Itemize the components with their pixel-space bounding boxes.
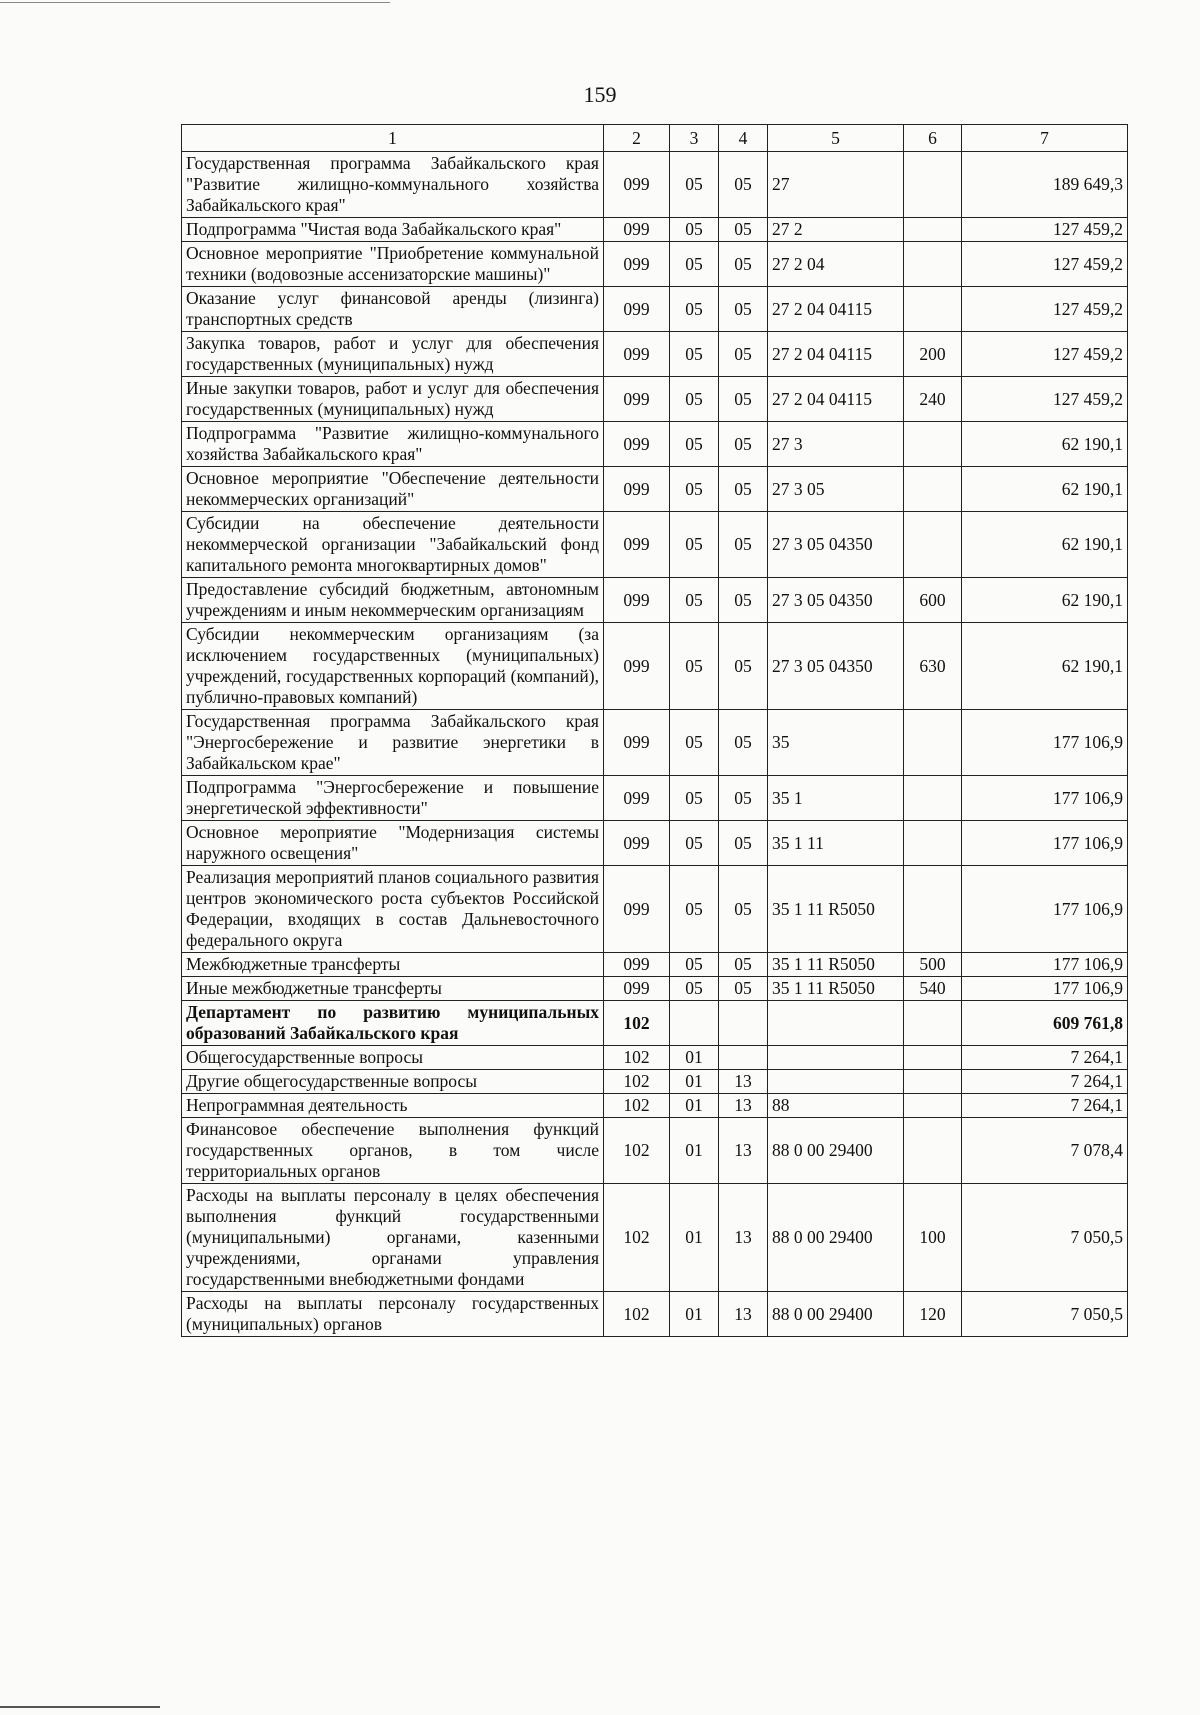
table-row — [182, 377, 1128, 422]
table-row — [182, 953, 1128, 977]
scan-edge-line-top — [0, 2, 390, 3]
row-subsection-cell: 05 — [719, 512, 768, 578]
row-amount-cell: 127 459,2 — [962, 377, 1128, 422]
table-row — [182, 866, 1128, 953]
row-subsection-cell: 05 — [719, 467, 768, 512]
row-ministry-code-cell: 099 — [604, 467, 670, 512]
budget-table — [181, 124, 1128, 1337]
row-target-item-cell: 88 0 00 29400 — [768, 1292, 904, 1337]
row-target-item-cell: 35 1 — [768, 776, 904, 821]
row-amount-cell: 177 106,9 — [962, 710, 1128, 776]
row-ministry-code-cell: 099 — [604, 218, 670, 242]
row-target-item-cell: 88 0 00 29400 — [768, 1184, 904, 1292]
row-subsection-cell: 05 — [719, 287, 768, 332]
row-target-item-cell: 27 2 04 04115 — [768, 287, 904, 332]
row-subsection-cell: 05 — [719, 953, 768, 977]
row-target-item-cell: 27 3 05 — [768, 467, 904, 512]
row-amount-cell: 7 264,1 — [962, 1046, 1128, 1070]
row-expense-type-cell — [904, 776, 962, 821]
row-subsection-cell: 05 — [719, 578, 768, 623]
row-amount-cell: 62 190,1 — [962, 623, 1128, 710]
table-row — [182, 1094, 1128, 1118]
row-name-cell: Реализация мероприятий планов социального развития центров экономического роста субъектов Российской Федерации, входящих в состав Дальневосточного федерального округа — [182, 866, 604, 953]
table-row — [182, 1046, 1128, 1070]
row-section-cell: 05 — [670, 866, 719, 953]
row-section-cell: 01 — [670, 1118, 719, 1184]
row-name-cell: Департамент по развитию муниципальных образований Забайкальского края — [182, 1001, 604, 1046]
row-expense-type-cell — [904, 1001, 962, 1046]
row-name-cell: Непрограммная деятельность — [182, 1094, 604, 1118]
row-amount-cell: 7 050,5 — [962, 1184, 1128, 1292]
table-row — [182, 467, 1128, 512]
row-section-cell: 05 — [670, 512, 719, 578]
row-amount-cell: 177 106,9 — [962, 776, 1128, 821]
row-expense-type-cell: 540 — [904, 977, 962, 1001]
row-ministry-code-cell: 099 — [604, 578, 670, 623]
row-section-cell: 01 — [670, 1046, 719, 1070]
row-subsection-cell: 05 — [719, 710, 768, 776]
row-name-cell: Предоставление субсидий бюджетным, автономным учреждениям и иным некоммерческим организациям — [182, 578, 604, 623]
row-target-item-cell: 35 1 11 R5050 — [768, 866, 904, 953]
table-row — [182, 1070, 1128, 1094]
row-target-item-cell: 35 — [768, 710, 904, 776]
row-section-cell: 05 — [670, 377, 719, 422]
row-subsection-cell: 05 — [719, 422, 768, 467]
row-target-item-cell: 35 1 11 R5050 — [768, 977, 904, 1001]
row-ministry-code-cell: 102 — [604, 1070, 670, 1094]
row-expense-type-cell — [904, 1046, 962, 1070]
row-section-cell: 05 — [670, 977, 719, 1001]
row-amount-cell: 62 190,1 — [962, 467, 1128, 512]
row-subsection-cell: 05 — [719, 242, 768, 287]
row-ministry-code-cell: 099 — [604, 710, 670, 776]
row-subsection-cell: 05 — [719, 977, 768, 1001]
row-expense-type-cell — [904, 710, 962, 776]
row-amount-cell: 62 190,1 — [962, 422, 1128, 467]
table-row — [182, 977, 1128, 1001]
row-amount-cell: 7 264,1 — [962, 1094, 1128, 1118]
row-name-cell: Иные закупки товаров, работ и услуг для обеспечения государственных (муниципальных) нужд — [182, 377, 604, 422]
table-row — [182, 512, 1128, 578]
row-amount-cell: 177 106,9 — [962, 953, 1128, 977]
row-amount-cell: 7 264,1 — [962, 1070, 1128, 1094]
row-subsection-cell: 13 — [719, 1118, 768, 1184]
table-row — [182, 332, 1128, 377]
row-expense-type-cell — [904, 1118, 962, 1184]
table-row — [182, 218, 1128, 242]
row-expense-type-cell — [904, 512, 962, 578]
row-amount-cell: 609 761,8 — [962, 1001, 1128, 1046]
row-section-cell: 05 — [670, 710, 719, 776]
row-ministry-code-cell: 102 — [604, 1046, 670, 1070]
row-amount-cell: 127 459,2 — [962, 242, 1128, 287]
row-expense-type-cell: 120 — [904, 1292, 962, 1337]
row-amount-cell: 62 190,1 — [962, 578, 1128, 623]
row-target-item-cell: 35 1 11 R5050 — [768, 953, 904, 977]
row-subsection-cell: 13 — [719, 1184, 768, 1292]
row-ministry-code-cell: 099 — [604, 821, 670, 866]
row-section-cell: 05 — [670, 218, 719, 242]
row-name-cell: Закупка товаров, работ и услуг для обеспечения государственных (муниципальных) нужд — [182, 332, 604, 377]
row-target-item-cell: 27 2 04 — [768, 242, 904, 287]
row-section-cell: 05 — [670, 152, 719, 218]
row-ministry-code-cell: 102 — [604, 1001, 670, 1046]
row-subsection-cell: 05 — [719, 776, 768, 821]
row-amount-cell: 177 106,9 — [962, 977, 1128, 1001]
table-row — [182, 710, 1128, 776]
table-row — [182, 242, 1128, 287]
row-name-cell: Общегосударственные вопросы — [182, 1046, 604, 1070]
table-row — [182, 1184, 1128, 1292]
row-subsection-cell: 05 — [719, 218, 768, 242]
row-ministry-code-cell: 099 — [604, 776, 670, 821]
row-ministry-code-cell: 099 — [604, 977, 670, 1001]
row-ministry-code-cell: 102 — [604, 1184, 670, 1292]
row-subsection-cell: 05 — [719, 377, 768, 422]
row-expense-type-cell: 630 — [904, 623, 962, 710]
row-target-item-cell: 27 — [768, 152, 904, 218]
row-ministry-code-cell: 099 — [604, 152, 670, 218]
table-row — [182, 1118, 1128, 1184]
row-target-item-cell — [768, 1046, 904, 1070]
header-col-6: 6 — [904, 125, 962, 152]
row-expense-type-cell — [904, 422, 962, 467]
header-col-1: 1 — [182, 125, 604, 152]
row-target-item-cell: 88 — [768, 1094, 904, 1118]
row-section-cell: 05 — [670, 332, 719, 377]
row-name-cell: Другие общегосударственные вопросы — [182, 1070, 604, 1094]
row-expense-type-cell — [904, 1094, 962, 1118]
header-col-4: 4 — [719, 125, 768, 152]
row-amount-cell: 189 649,3 — [962, 152, 1128, 218]
row-section-cell — [670, 1001, 719, 1046]
row-name-cell: Основное мероприятие "Приобретение коммунальной техники (водовозные ассенизаторские машины)" — [182, 242, 604, 287]
row-amount-cell: 127 459,2 — [962, 218, 1128, 242]
row-target-item-cell: 27 2 04 04115 — [768, 332, 904, 377]
table-row — [182, 152, 1128, 218]
row-amount-cell: 7 078,4 — [962, 1118, 1128, 1184]
scan-edge-line-bottom — [0, 1706, 160, 1708]
row-amount-cell: 127 459,2 — [962, 332, 1128, 377]
row-target-item-cell: 27 3 05 04350 — [768, 578, 904, 623]
row-target-item-cell: 35 1 11 — [768, 821, 904, 866]
row-ministry-code-cell: 099 — [604, 332, 670, 377]
row-section-cell: 05 — [670, 578, 719, 623]
row-expense-type-cell — [904, 287, 962, 332]
row-target-item-cell: 27 2 — [768, 218, 904, 242]
row-target-item-cell — [768, 1070, 904, 1094]
row-section-cell: 01 — [670, 1292, 719, 1337]
row-subsection-cell: 13 — [719, 1070, 768, 1094]
row-name-cell: Основное мероприятие "Модернизация системы наружного освещения" — [182, 821, 604, 866]
row-expense-type-cell — [904, 218, 962, 242]
row-section-cell: 05 — [670, 953, 719, 977]
row-ministry-code-cell: 099 — [604, 422, 670, 467]
table-row — [182, 422, 1128, 467]
row-name-cell: Подпрограмма "Развитие жилищно-коммунального хозяйства Забайкальского края" — [182, 422, 604, 467]
row-target-item-cell: 27 3 05 04350 — [768, 512, 904, 578]
row-ministry-code-cell: 099 — [604, 377, 670, 422]
row-expense-type-cell: 600 — [904, 578, 962, 623]
table-header-row — [182, 125, 1128, 152]
table-row — [182, 776, 1128, 821]
row-name-cell: Оказание услуг финансовой аренды (лизинга) транспортных средств — [182, 287, 604, 332]
table-row — [182, 578, 1128, 623]
row-section-cell: 05 — [670, 467, 719, 512]
row-target-item-cell — [768, 1001, 904, 1046]
row-expense-type-cell: 240 — [904, 377, 962, 422]
row-name-cell: Финансовое обеспечение выполнения функций государственных органов, в том числе территориальных органов — [182, 1118, 604, 1184]
header-col-7: 7 — [962, 125, 1128, 152]
row-subsection-cell: 05 — [719, 152, 768, 218]
row-name-cell: Основное мероприятие "Обеспечение деятельности некоммерческих организаций" — [182, 467, 604, 512]
row-expense-type-cell — [904, 152, 962, 218]
row-subsection-cell: 13 — [719, 1292, 768, 1337]
row-section-cell: 01 — [670, 1070, 719, 1094]
row-target-item-cell: 27 3 05 04350 — [768, 623, 904, 710]
table-row — [182, 1292, 1128, 1337]
row-amount-cell: 62 190,1 — [962, 512, 1128, 578]
row-expense-type-cell — [904, 242, 962, 287]
row-amount-cell: 7 050,5 — [962, 1292, 1128, 1337]
row-section-cell: 05 — [670, 242, 719, 287]
row-amount-cell: 177 106,9 — [962, 821, 1128, 866]
row-name-cell: Государственная программа Забайкальского края "Энергосбережение и развитие энергетики в Забайкальском крае" — [182, 710, 604, 776]
row-expense-type-cell: 500 — [904, 953, 962, 977]
row-target-item-cell: 88 0 00 29400 — [768, 1118, 904, 1184]
row-ministry-code-cell: 099 — [604, 287, 670, 332]
row-subsection-cell: 05 — [719, 866, 768, 953]
row-ministry-code-cell: 099 — [604, 623, 670, 710]
row-amount-cell: 127 459,2 — [962, 287, 1128, 332]
row-expense-type-cell: 200 — [904, 332, 962, 377]
row-name-cell: Государственная программа Забайкальского края "Развитие жилищно-коммунального хозяйства Забайкальского края" — [182, 152, 604, 218]
row-section-cell: 05 — [670, 623, 719, 710]
row-expense-type-cell — [904, 1070, 962, 1094]
row-ministry-code-cell: 099 — [604, 512, 670, 578]
row-name-cell: Иные межбюджетные трансферты — [182, 977, 604, 1001]
row-name-cell: Подпрограмма "Энергосбережение и повышение энергетической эффективности" — [182, 776, 604, 821]
row-subsection-cell: 05 — [719, 623, 768, 710]
table-row — [182, 623, 1128, 710]
row-target-item-cell: 27 2 04 04115 — [768, 377, 904, 422]
row-name-cell: Субсидии некоммерческим организациям (за исключением государственных (муниципальных) учреждений, государственных корпораций (компаний), публично-правовых компаний) — [182, 623, 604, 710]
row-expense-type-cell — [904, 821, 962, 866]
header-col-2: 2 — [604, 125, 670, 152]
table-row — [182, 287, 1128, 332]
row-section-cell: 01 — [670, 1184, 719, 1292]
row-subsection-cell — [719, 1001, 768, 1046]
row-subsection-cell — [719, 1046, 768, 1070]
row-ministry-code-cell: 102 — [604, 1094, 670, 1118]
row-name-cell: Субсидии на обеспечение деятельности некоммерческой организации "Забайкальский фонд капитального ремонта многоквартирных домов" — [182, 512, 604, 578]
row-section-cell: 01 — [670, 1094, 719, 1118]
row-ministry-code-cell: 099 — [604, 242, 670, 287]
row-name-cell: Расходы на выплаты персоналу в целях обеспечения выполнения функций государственными (муниципальными) органами, казенными учреждениями, органами управления государственными внебюджетными фондами — [182, 1184, 604, 1292]
row-expense-type-cell: 100 — [904, 1184, 962, 1292]
table-body — [182, 152, 1128, 1337]
row-subsection-cell: 05 — [719, 821, 768, 866]
row-expense-type-cell — [904, 866, 962, 953]
row-amount-cell: 177 106,9 — [962, 866, 1128, 953]
table-row — [182, 1001, 1128, 1046]
row-section-cell: 05 — [670, 821, 719, 866]
header-col-3: 3 — [670, 125, 719, 152]
row-section-cell: 05 — [670, 287, 719, 332]
row-name-cell: Подпрограмма "Чистая вода Забайкальского края" — [182, 218, 604, 242]
row-ministry-code-cell: 099 — [604, 866, 670, 953]
page-number: 159 — [583, 82, 617, 107]
row-section-cell: 05 — [670, 776, 719, 821]
row-expense-type-cell — [904, 467, 962, 512]
row-section-cell: 05 — [670, 422, 719, 467]
table-row — [182, 821, 1128, 866]
row-ministry-code-cell: 099 — [604, 953, 670, 977]
row-name-cell: Межбюджетные трансферты — [182, 953, 604, 977]
row-name-cell: Расходы на выплаты персоналу государственных (муниципальных) органов — [182, 1292, 604, 1337]
header-col-5: 5 — [768, 125, 904, 152]
row-subsection-cell: 05 — [719, 332, 768, 377]
row-target-item-cell: 27 3 — [768, 422, 904, 467]
row-ministry-code-cell: 102 — [604, 1292, 670, 1337]
row-subsection-cell: 13 — [719, 1094, 768, 1118]
row-ministry-code-cell: 102 — [604, 1118, 670, 1184]
